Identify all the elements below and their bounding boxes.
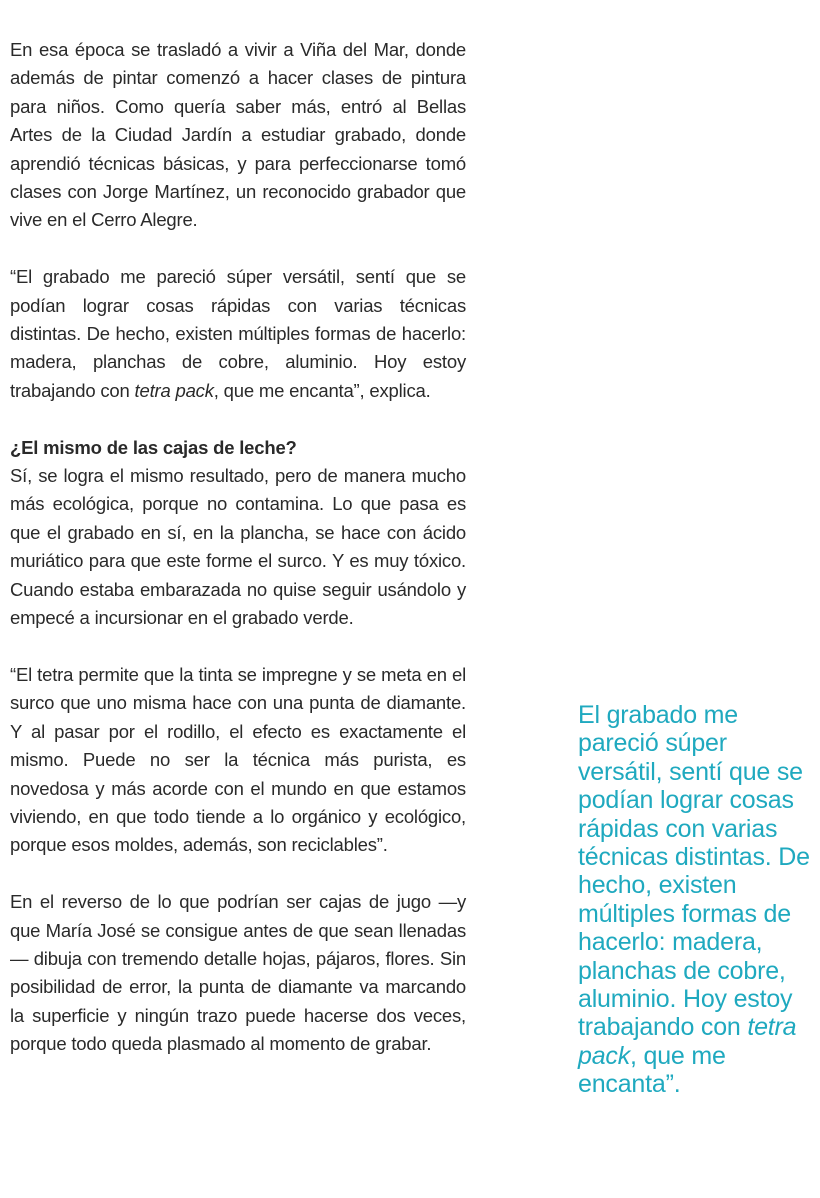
paragraph-5: En el reverso de lo que podrían ser cajas de jugo —y que María José se consigue antes de que sean llenadas— dibuja con tremendo detalle hojas, pájaros, flores. Sin posibilidad de error, la punta de diamante va marcando la superficie y ningún trazo puede hacerse dos veces, porque todo queda plasmado al momento de grabar. (10, 891, 466, 1055)
pull-quote-italic: tetra pack (578, 1013, 797, 1070)
paragraph-2-italic: tetra pack (134, 379, 214, 401)
pull-quote-main: El grabado me pareció súper versátil, sentí que se podían lograr cosas rápidas con varias técnicas distintas. De hecho, existen múltiples formas de hacerlo: madera, planchas de cobre, aluminio. Hoy estoy trabajando con (578, 701, 810, 1042)
paragraph-4-quote: “El tetra permite que la tinta se impregne y se meta en el surco que uno misma hace con una punta de diamante. Y al pasar por el rodillo, el efecto es exactamente el mismo. Puede no ser la técnica más purista, es novedosa y más acorde con el mundo en que estamos viviendo, en que todo tiende a lo orgánico y ecológico, porque esos moldes, además, son reciclables”. (10, 663, 466, 856)
pull-quote-text (578, 701, 814, 1099)
paragraph-3-answer: Sí, se logra el mismo resultado, pero de manera mucho más ecológica, porque no contamina. Lo que pasa es que el grabado en sí, en la plancha, se hace con ácido muriático para que este forme el surco. Y es muy tóxico. Cuando estaba embarazada no quise seguir usándolo y empecé a incursionar en el grabado verde. (10, 465, 466, 629)
paragraph-1: En esa época se trasladó a vivir a Viña del Mar, donde además de pintar comenzó a hacer clases de pintura para niños. Como quería saber más, entró al Bellas Artes de la Ciudad Jardín a estudiar grabado, donde aprendió técnicas básicas, y para perfeccionarse tomó clases con Jorge Martínez, un reconocido grabador que vive en el Cerro Alegre. (10, 39, 466, 231)
paragraph-2-end: , que me encanta”, explica. (213, 379, 431, 401)
paragraph-2-quote (10, 263, 466, 405)
interview-question: ¿El mismo de las cajas de leche? (10, 436, 297, 458)
pull-quote (578, 701, 814, 1099)
paragraph-2-text: “El grabado me pareció súper versátil, sentí que se podían lograr cosas rápidas con varias técnicas distintas. De hecho, existen múltiples formas de hacerlo: madera, planchas de cobre, aluminio. Hoy estoy trabajando con (10, 266, 466, 401)
pull-quote-end: , que me encanta”. (578, 1041, 726, 1099)
article-body (10, 36, 466, 1059)
